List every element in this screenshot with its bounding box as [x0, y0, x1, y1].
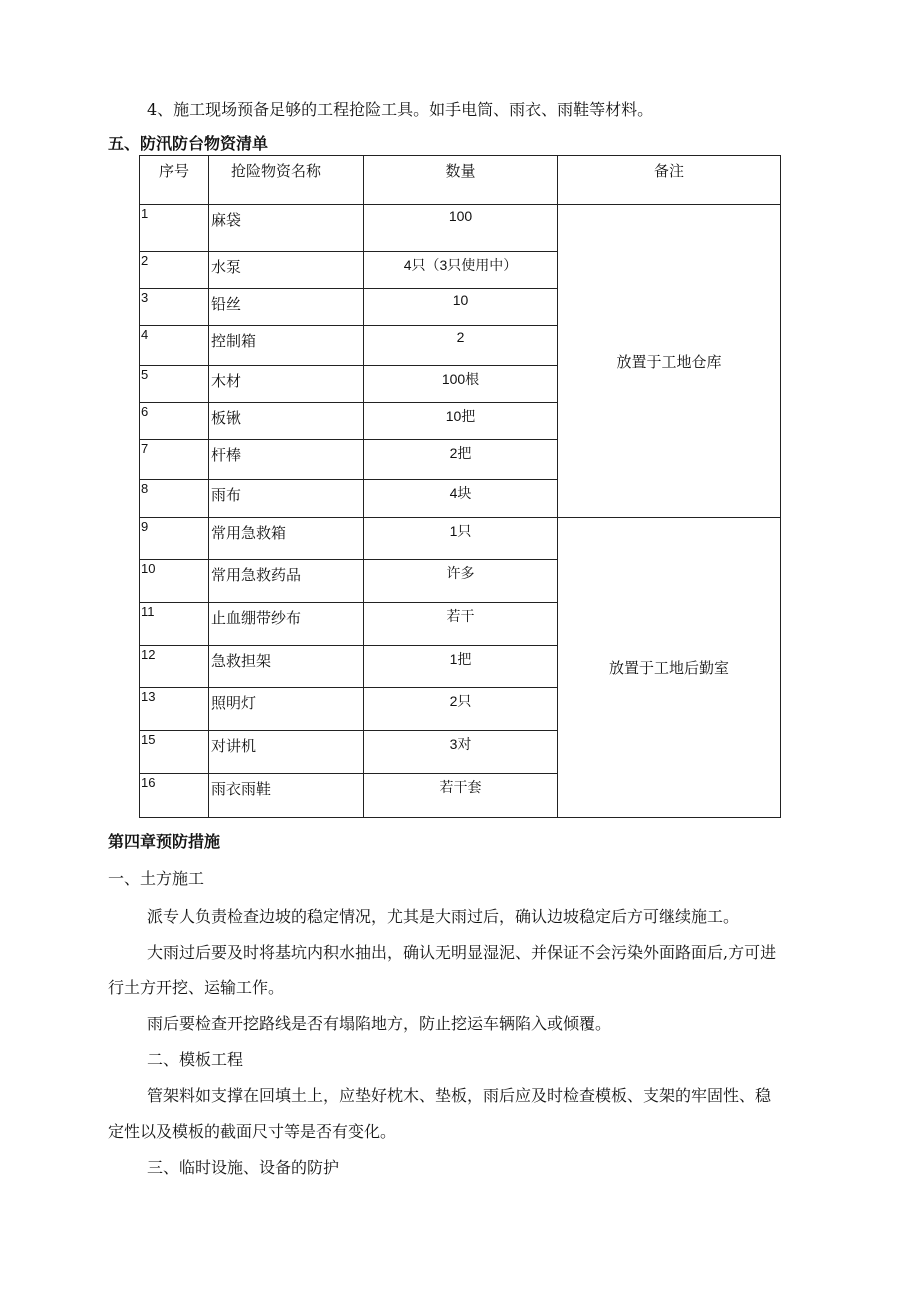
row-name: 杆棒: [209, 440, 364, 480]
formwork-title: 二、模板工程: [147, 1050, 244, 1069]
row-name: 板锹: [209, 403, 364, 440]
row-no: 2: [140, 252, 209, 289]
row-no: 3: [140, 289, 209, 326]
row-no: 9: [140, 518, 209, 560]
row-name: 对讲机: [209, 731, 364, 774]
earthwork-para-2-line-1: 大雨过后要及时将基坑内积水抽出，确认无明显湿泥、并保证不会污染外面路面后,方可进: [147, 943, 777, 962]
row-name: 木材: [209, 366, 364, 403]
row-qty: 许多: [364, 560, 558, 603]
row-no: 1: [140, 205, 209, 252]
row-name: 照明灯: [209, 688, 364, 731]
row-qty: 1把: [364, 646, 558, 688]
table-row: [140, 518, 781, 560]
row-name: 常用急救箱: [209, 518, 364, 560]
row-no: 4: [140, 326, 209, 366]
earthwork-title: 一、土方施工: [108, 869, 205, 888]
row-name: 雨布: [209, 480, 364, 518]
earthwork-para-2-line-2: 行土方开挖、运输工作。: [108, 978, 285, 997]
row-name: 麻袋: [209, 205, 364, 252]
row-qty: 2只: [364, 688, 558, 731]
row-qty: 2: [364, 326, 558, 366]
row-no: 7: [140, 440, 209, 480]
row-name: 常用急救药品: [209, 560, 364, 603]
header-qty: 数量: [364, 156, 558, 205]
temp-facilities-title: 三、临时设施、设备的防护: [147, 1158, 340, 1177]
row-qty: 若干: [364, 603, 558, 646]
row-name: 止血绷带纱布: [209, 603, 364, 646]
row-qty: 3对: [364, 731, 558, 774]
formwork-para-line-1: 管架料如支撑在回填土上，应垫好枕木、垫板，雨后应及时检查模板、支架的牢固性、稳: [147, 1086, 772, 1105]
row-no: 12: [140, 646, 209, 688]
earthwork-para-3: 雨后要检查开挖路线是否有塌陷地方，防止挖运车辆陷入或倾覆。: [147, 1014, 612, 1033]
header-note: 备注: [558, 156, 781, 205]
row-no: 10: [140, 560, 209, 603]
note-logistics-cell: [558, 518, 781, 818]
row-no: 8: [140, 480, 209, 518]
header-name: 抢险物资名称: [209, 156, 364, 205]
row-no: 6: [140, 403, 209, 440]
top-item-text: 4、施工现场预备足够的工程抢险工具。如手电筒、雨衣、雨鞋等材料。: [147, 100, 654, 119]
header-no: 序号: [140, 156, 209, 205]
row-qty: 100根: [364, 366, 558, 403]
row-no: 13: [140, 688, 209, 731]
row-name: 急救担架: [209, 646, 364, 688]
flood-materials-table: [139, 155, 781, 818]
table-row: [140, 205, 781, 252]
row-name: 控制箱: [209, 326, 364, 366]
row-name: 雨衣雨鞋: [209, 774, 364, 818]
row-qty: 2把: [364, 440, 558, 480]
row-qty: 10把: [364, 403, 558, 440]
row-qty: 1只: [364, 518, 558, 560]
chapter-four-heading: 第四章预防措施: [108, 832, 221, 851]
row-name: 铅丝: [209, 289, 364, 326]
row-no: 5: [140, 366, 209, 403]
formwork-para-line-2: 定性以及模板的截面尺寸等是否有变化。: [108, 1122, 397, 1141]
row-no: 11: [140, 603, 209, 646]
note-warehouse: 放置于工地仓库: [616, 352, 722, 371]
section-five-heading: 五、防汛防台物资清单: [108, 134, 269, 153]
row-qty: 100: [364, 205, 558, 252]
row-qty: 4块: [364, 480, 558, 518]
row-name: 水泵: [209, 252, 364, 289]
row-no: 15: [140, 731, 209, 774]
note-warehouse-cell: [558, 205, 781, 518]
earthwork-para-1: 派专人负责检查边坡的稳定情况，尤其是大雨过后，确认边坡稳定后方可继续施工。: [147, 907, 740, 926]
row-qty: 4只（3只使用中）: [364, 252, 558, 289]
note-logistics: 放置于工地后勤室: [608, 659, 729, 677]
row-qty: 若干套: [364, 774, 558, 818]
row-no: 16: [140, 774, 209, 818]
table-header-row: [140, 156, 781, 205]
row-qty: 10: [364, 289, 558, 326]
